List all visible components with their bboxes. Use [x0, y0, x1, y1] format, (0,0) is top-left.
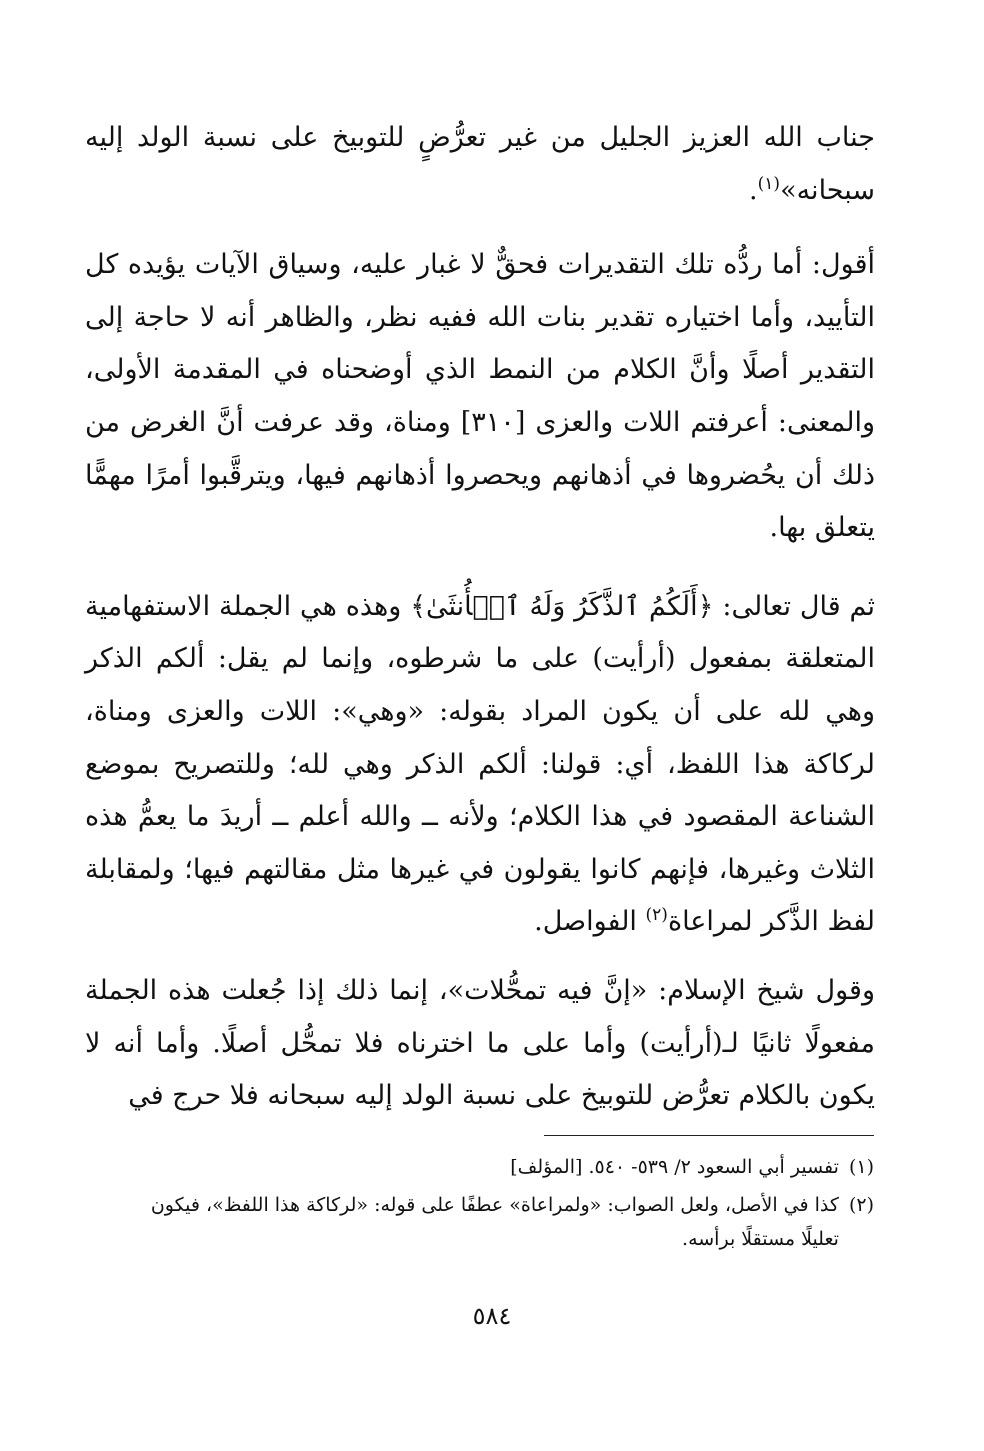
footnote-ref-1: (١): [757, 173, 781, 194]
footnote-1-text: تفسير أبي السعود ٢/ ٥٣٩- ٥٤٠. [المؤلف]: [510, 1156, 839, 1178]
footnote-divider: [544, 1135, 874, 1136]
paragraph-4: وقول شيخ الإسلام: «إنَّ فيه تمحُّلات»، إنما ذلك إذا جُعلت هذه الجملة مفعولًا ثانيًا لـ(أرأيت) وأما على ما اخترناه فلا تمحُّل أصلًا. وأما أنه لا يكون بالكلام تعرُّض للتوبيخ على نسبة الولد إليه سبحانه فلا حرج في: [85, 974, 875, 1112]
main-text: [85, 112, 875, 1123]
footnote-1: [110, 1150, 874, 1184]
footnote-2: [110, 1188, 874, 1256]
paragraph-3: [85, 581, 875, 949]
page-number: ٥٨٤: [472, 1302, 512, 1330]
footnote-2-text: كذا في الأصل، ولعل الصواب: «ولمراعاة» عطفًا على قوله: «لركاكة هذا اللفظ»، فيكون تعليلًا مستقلًا برأسه.: [150, 1194, 839, 1250]
footnote-ref-2: (٢): [645, 905, 668, 926]
paragraph-1: [85, 112, 875, 217]
paragraph-3-text: ثم قال تعالى: ﴿أَلَكُمُ ٱلذَّكَرُ وَلَهُ ٱلۡأُنثَىٰ﴾ وهذه هي الجملة الاستفهامية المتعلقة بمفعول (أرأيت) على ما شرطوه، وإنما لم يقل: ألكم الذكر وهي لله على أن يكون المراد بقوله: «وهي»: اللات والعزى ومناة، لركاكة هذا اللفظ، أي: قولنا: ألكم الذكر وهي لله؛ وللتصريح بموضع الشناعة المقصود في هذا الكلام؛ ولأنه ــ والله أعلم ــ أريدَ ما يعمُّ هذه الثلاث وغيرها، فإنهم كانوا يقولون في غيرها مثل مقالتهم فيها؛ ولمقابلة لفظ الذَّكر لمراعاة: [85, 590, 875, 938]
paragraph-1-text: جناب الله العزيز الجليل من غير تعرُّضٍ للتوبيخ على نسبة الولد إليه سبحانه»: [85, 122, 875, 206]
footnotes: [110, 1150, 874, 1260]
paragraph-2: أقول: أما ردُّه تلك التقديرات فحقٌّ لا غبار عليه، وسياق الآيات يؤيده كل التأييد، وأما اختياره تقدير بنات الله ففيه نظر، والظاهر أنه لا حاجة إلى التقدير أصلًا وأنَّ الكلام من النمط الذي أوضحناه في المقدمة الأولى، والمعنى: أعرفتم اللات والعزى [٣١٠] ومناة، وقد عرفت أنَّ الغرض من ذلك أن يحُضروها في أذهانهم ويحصروا أذهانهم فيها، ويترقَّبوا أمرًا مهمًّا يتعلق بها.: [85, 249, 875, 544]
footnote-1-number: (١): [848, 1156, 874, 1178]
footnote-2-number: (٢): [848, 1194, 874, 1216]
paragraph-1-end: .: [749, 174, 758, 206]
paragraph-3-end: الفواصل.: [534, 906, 646, 938]
